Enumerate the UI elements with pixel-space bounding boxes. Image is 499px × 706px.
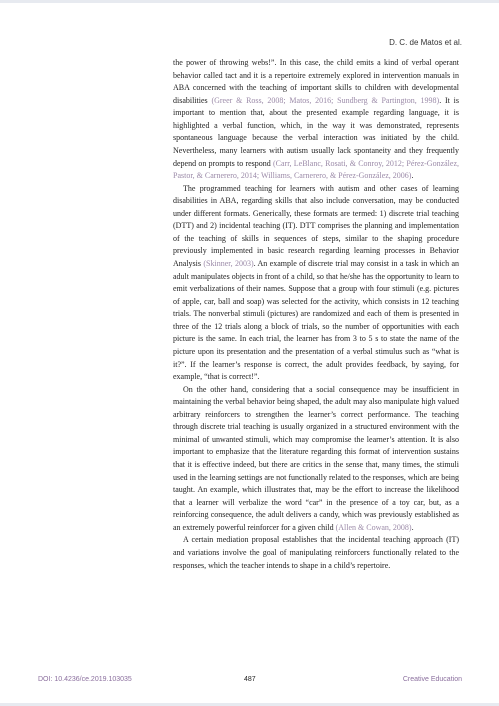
citation-link[interactable]: (Skinner, 2003) [203, 259, 254, 268]
paragraph-3-text-a: On the other hand, considering that a social consequence may be insufficient in maintaining the verbal behavior being shaped, the adult may also manipulate high valued arbitrary reinforcers to strengthen the learner’s correct performance. The teaching through discrete trial teaching is usually organized in a structured environment with the minimal of unwanted stimuli, which may compromise the learner’s attention. It is also important to emphasize that the literature regarding this format of intervention sustains that it is effective indeed, but there are critics in the sense that, many times, the stimuli used in the learning settings are not functionally related to the responses, which are being taught. An example, which illustrates that, may be the effort to increase the likelihood that a learner will verbalize the word “car” in the presence of a toy car, but, as a reinforcing consequence, the adult delivers a candy, which was previously established as an extremely powerful reinforcer for a given child [173, 384, 459, 532]
page-number: 487 [244, 676, 256, 683]
citation-link[interactable]: (Carr, LeBlanc, Rosati, & Conroy, 2012; Pérez-González, Pastor, & Carnerero, 2014; Williams, Carnerero, & Pérez-González, 2006) [173, 158, 459, 181]
doi-link[interactable]: DOI: 10.4236/ce.2019.103035 [38, 676, 132, 683]
paragraph-2 [173, 183, 459, 384]
running-header: D. C. de Matos et al. [389, 38, 462, 47]
paragraph-3-text-b: . [411, 522, 414, 532]
paragraph-1-text-d: . [411, 171, 414, 181]
paragraph-2-text-a: The programmed teaching for learners with autism and other cases of learning disabilities in ABA, regarding skills that also include conversation, may be conducted under different formats. Generically, these formats are termed: 1) discrete trial teaching (DTT) and 2) incidental teaching (IT). DTT comprises the planning and implementation of the teaching of skills in sequences of steps, similar to the shaping procedure previously implemented in basic research regarding learning processes in Behavior Analysis [173, 183, 459, 268]
paragraph-2-text-b: . An example of discrete trial may consist in a task in which an adult manipulates objects in front of a child, so that he/she has the opportunity to learn to emit verbalizations of their names. Suppose that a group with four stimuli (e.g. pictures of apple, car, ball and soap) was selected for the activity, which consists in 12 teaching trials. The nonverbal stimuli (pictures) are randomized and each of them is presented in three of the 12 trials along a block of trials, so the number of opportunities with each picture is the same. In each trial, the learner has from 3 to 5 s to state the name of the picture upon its presentation and the presentation of a verbal stimulus such as “what is it?”. If the learner’s response is correct, the adult provides feedback, by saying, for example, “that is correct!”. [173, 259, 459, 382]
paragraph-1-text-a: the power of throwing webs!”. In this case, the child emits a kind of verbal operant behavior called tact and it is a repertoire extremely explored in intervention manuals in ABA concerned with the teaching of important skills to children with developmental disabilities [173, 58, 459, 105]
paragraph-4 [173, 534, 459, 572]
journal-link[interactable]: Creative Education [402, 676, 462, 683]
paragraph-4-text-a: A certain mediation proposal establishes that the incidental teaching approach (IT) and variations involve the goal of manipulating reinforcers functionally related to the responses, which the teacher intends to shape in a child’s repertoire. [173, 535, 459, 570]
body-text [173, 57, 459, 572]
paragraph-1 [173, 57, 459, 183]
paragraph-1-text-b: . It is important to mention that, about the presented example regarding language, it is highlighted a verbal function, which, in the way it was demonstrated, represents spontaneous language because the verbal interaction was initiated by the child. Nevertheless, many learners with autism usually lack spontaneity and they frequently depend on prompts to respond [173, 95, 459, 168]
citation-link[interactable]: (Greer & Ross, 2008; Matos, 2016; Sundberg & Partington, 1998) [211, 95, 440, 105]
citation-link[interactable]: (Allen & Cowan, 2008) [335, 522, 412, 532]
paragraph-3 [173, 384, 459, 535]
header-rule [0, 0, 499, 3]
